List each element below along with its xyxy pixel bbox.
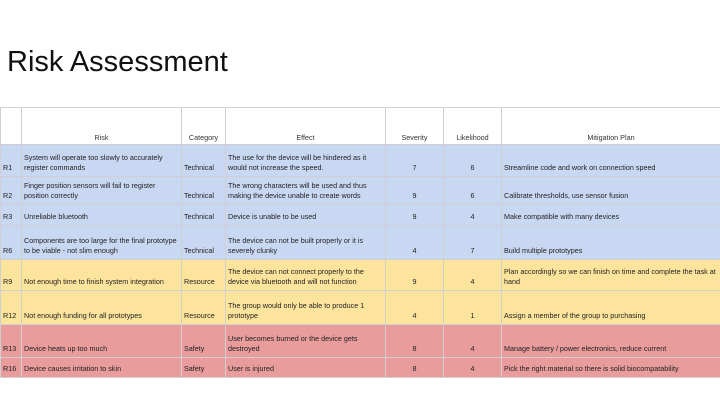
risk-effect: User is injured: [226, 358, 386, 378]
risk-id: R9: [1, 260, 22, 291]
risk-effect: The group would only be able to produce 1 prototype: [226, 291, 386, 325]
risk-mitigation: Build multiple prototypes: [502, 226, 720, 260]
risk-id: R3: [1, 205, 22, 226]
table-row: [1, 145, 720, 177]
risk-severity: 8: [386, 325, 444, 358]
risk-severity: 7: [386, 145, 444, 177]
risk-category: Resource: [182, 260, 226, 291]
risk-category: Safety: [182, 358, 226, 378]
risk-mitigation: Plan accordingly so we can finish on time and complete the task at hand: [502, 260, 720, 291]
risk-table-container: [0, 107, 720, 378]
risk-id: R6: [1, 226, 22, 260]
risk-likelihood: 6: [444, 177, 502, 205]
risk-effect: The device can not connect properly to the device via bluetooth and will not function: [226, 260, 386, 291]
risk-category: Technical: [182, 226, 226, 260]
risk-id: R13: [1, 325, 22, 358]
risk-description: Device heats up too much: [22, 325, 182, 358]
risk-description: Unreliable bluetooth: [22, 205, 182, 226]
risk-description: Finger position sensors will fail to register position correctly: [22, 177, 182, 205]
risk-likelihood: 1: [444, 291, 502, 325]
table-row: [1, 177, 720, 205]
table-row: [1, 358, 720, 378]
risk-id: R12: [1, 291, 22, 325]
risk-severity: 8: [386, 358, 444, 378]
risk-severity: 9: [386, 260, 444, 291]
risk-description: Components are too large for the final prototype to be viable - not slim enough: [22, 226, 182, 260]
risk-effect: The wrong characters will be used and thus making the device unable to create words: [226, 177, 386, 205]
risk-category: Technical: [182, 145, 226, 177]
risk-description: Not enough time to finish system integration: [22, 260, 182, 291]
risk-mitigation: Make compatible with many devices: [502, 205, 720, 226]
risk-mitigation: Calibrate thresholds, use sensor fusion: [502, 177, 720, 205]
risk-effect: User becomes burned or the device gets destroyed: [226, 325, 386, 358]
header-mitigation: Mitigation Plan: [502, 108, 720, 145]
risk-description: Not enough funding for all prototypes: [22, 291, 182, 325]
risk-mitigation: Manage battery / power electronics, reduce current: [502, 325, 720, 358]
risk-likelihood: 7: [444, 226, 502, 260]
risk-description: Device causes irritation to skin: [22, 358, 182, 378]
risk-likelihood: 4: [444, 325, 502, 358]
table-row: [1, 226, 720, 260]
risk-effect: The device can not be built properly or it is severely clunky: [226, 226, 386, 260]
risk-category: Technical: [182, 177, 226, 205]
risk-likelihood: 4: [444, 260, 502, 291]
header-effect: Effect: [226, 108, 386, 145]
risk-mitigation: Pick the right material so there is solid biocompatability: [502, 358, 720, 378]
risk-severity: 4: [386, 291, 444, 325]
risk-severity: 4: [386, 226, 444, 260]
risk-category: Resource: [182, 291, 226, 325]
page-title: Risk Assessment: [7, 46, 228, 78]
risk-id: R2: [1, 177, 22, 205]
risk-severity: 9: [386, 205, 444, 226]
table-row: [1, 291, 720, 325]
risk-category: Technical: [182, 205, 226, 226]
risk-likelihood: 4: [444, 358, 502, 378]
risk-mitigation: Streamline code and work on connection speed: [502, 145, 720, 177]
header-category: Category: [182, 108, 226, 145]
risk-effect: Device is unable to be used: [226, 205, 386, 226]
risk-category: Safety: [182, 325, 226, 358]
header-likelihood: Likelihood: [444, 108, 502, 145]
risk-likelihood: 6: [444, 145, 502, 177]
risk-description: System will operate too slowly to accurately register commands: [22, 145, 182, 177]
risk-effect: The use for the device will be hindered as it would not increase the speed.: [226, 145, 386, 177]
risk-id: R16: [1, 358, 22, 378]
table-header-row: [1, 108, 720, 145]
header-risk: Risk: [22, 108, 182, 145]
table-row: [1, 325, 720, 358]
header-id: [1, 108, 22, 145]
risk-id: R1: [1, 145, 22, 177]
table-row: [1, 260, 720, 291]
risk-severity: 9: [386, 177, 444, 205]
risk-assessment-table: [0, 107, 720, 378]
risk-likelihood: 4: [444, 205, 502, 226]
table-row: [1, 205, 720, 226]
header-severity: Severity: [386, 108, 444, 145]
risk-mitigation: Assign a member of the group to purchasing: [502, 291, 720, 325]
